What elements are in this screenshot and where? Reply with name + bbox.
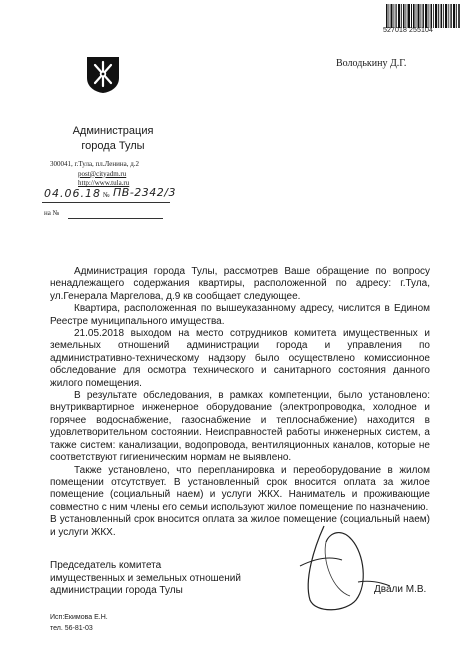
registration-number-label: № — [103, 191, 110, 199]
paragraph: 21.05.2018 выходом на место сотрудников комитета имущественных и земельных отношений администрации города и управления по административно-техническому надзору было осуществлено комиссионное обследование для осмотра технического и санитарного состояния данного жилого помещения. — [50, 328, 430, 389]
paragraph: В установленный срок вносится оплата за жилое помещение (социальный наем) и услуги ЖКХ. — [50, 514, 430, 538]
barcode-number: 527018 255104 — [383, 27, 433, 34]
letterhead-address — [50, 160, 139, 189]
paragraph: Квартира, расположенная по вышеуказанному адресу, числится в Едином Реестре муниципального имущества. — [50, 303, 430, 327]
website-link[interactable]: http://www.tula.ru — [78, 179, 130, 187]
paragraph: В результате обследования, в рамках компетенции, было установлено: внутриквартирное инженерное оборудование (электропроводка, холодное и горячее водоснабжение, газоснабжение и теплоснабжение) находится в удовлетворительном состоянии. Неисправностей работы инженерных систем, а также систем: канализации, водопровода, вентиляционных каналов, которые не соответствуют гигиеническим нормам не выявлено. — [50, 390, 430, 464]
letter-body — [50, 266, 430, 539]
recipient-name: Володькину Д.Г. — [336, 58, 407, 69]
paragraph: Также установлено, что перепланировка и переоборудование в жилом помещении отсутствует. В установленный срок вносится оплата за жилое помещение (социальный наем) и услуги ЖКХ. Наниматель и проживающие совместно с ним члены его семьи используют жилое помещение по назначению. — [50, 464, 430, 513]
handwritten-signature — [286, 520, 394, 616]
paragraph: Администрация города Тулы, рассмотрев Ваше обращение по вопросу ненадлежащего содержания квартиры, расположенной по адресу: г.Тула, ул.Генерала Маргелова, д.9 кв сообщает следующее. — [50, 266, 430, 302]
reference-number-rule — [68, 218, 163, 219]
organization-name: Администрация города Тулы — [72, 125, 154, 152]
registration-rule — [42, 202, 170, 203]
registration-date: 04.06.18 — [44, 187, 101, 200]
coat-of-arms-emblem-icon — [86, 56, 120, 94]
reference-number-label: на № — [44, 209, 60, 217]
postal-address: 300041, г.Тула, пл.Ленина, д.2 — [50, 160, 140, 168]
barcode-image — [386, 4, 460, 28]
signatory-title: Председатель комитета имущественных и земельных отношений администрации города Тулы — [50, 560, 241, 596]
signatory-name: Двали М.В. — [374, 584, 427, 595]
registration-number: ПВ-2342/3 — [113, 186, 176, 199]
executor-phone: тел. 56-81-03 — [50, 625, 93, 632]
executor-name: Исп:Екимова Е.Н. — [50, 614, 108, 621]
email-link[interactable]: post@cityadm.ru — [78, 169, 127, 178]
executor-info — [50, 612, 108, 634]
